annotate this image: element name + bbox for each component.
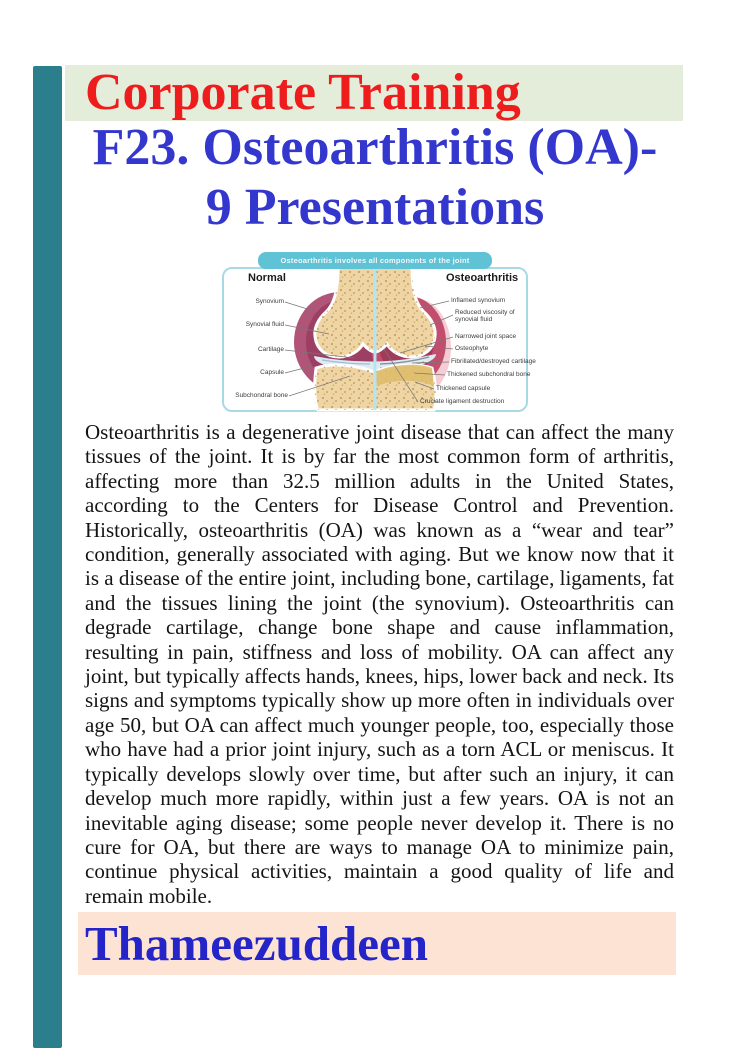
- page-title-line1: F23. Osteoarthritis (OA)-: [92, 119, 658, 176]
- figure-label-osteophyte: Osteophyte: [455, 345, 489, 352]
- page-title-line2: 9 Presentations: [205, 179, 545, 236]
- figure-label-cruciate-ligament: Cruciate ligament destruction: [420, 398, 505, 405]
- author-banner: [78, 912, 676, 975]
- page-title: [40, 118, 710, 238]
- figure-heading-normal: Normal: [248, 272, 286, 284]
- figure-label-narrowed-joint-space: Narrowed joint space: [455, 333, 517, 340]
- figure-heading-osteoarthritis: Osteoarthritis: [446, 272, 519, 284]
- figure-label-cartilage: Cartilage: [257, 346, 284, 353]
- figure-label-thickened-capsule: Thickened capsule: [436, 385, 491, 392]
- body-paragraph: Osteoarthritis is a degenerative joint disease that can affect the many tissues of the joint. It is by far the most common form of arthritis, affecting more than 32.5 million adults in the United States, according to the Centers for Disease Control and Prevention. Historically, osteoarthritis (OA) was known as a “wear and tear” condition, generally associated with aging. But we know now that it is a disease of the entire joint, including bone, cartilage, ligaments, fat and the tissues lining the joint (the synovium). Osteoarthritis can degrade cartilage, change bone shape and cause inflammation, resulting in pain, stiffness and loss of mobility. OA can affect any joint, but typically affects hands, knees, hips, lower back and neck. Its signs and symptoms typically show up more often in individuals over age 50, but OA can affect much younger people, too, especially those who have had a prior joint injury, such as a torn ACL or meniscus. It typically develops slowly over time, but after such an injury, it can develop much more rapidly, within just a few years. OA is not an inevitable aging disease; some people never develop it. There is no cure for OA, but there are ways to manage OA to minimize pain, continue physical activities, maintain a good quality of life and remain mobile.: [85, 420, 674, 908]
- figure-label-inflamed-synovium: Inflamed synovium: [451, 297, 506, 304]
- kicker-text: Corporate Training: [85, 64, 521, 121]
- figure-label-synovial-fluid: Synovial fluid: [245, 321, 284, 328]
- kicker-banner: [65, 65, 683, 121]
- figure-label-thickened-subchondral-bone: Thickened subchondral bone: [447, 371, 531, 378]
- figure-label-fibrillated-cartilage: Fibrillated/destroyed cartilage: [451, 358, 536, 365]
- figure-label-capsule: Capsule: [260, 369, 284, 376]
- figure-ribbon-title: Osteoarthritis involves all components of the joint: [280, 256, 470, 265]
- author-name: Thameezuddeen: [85, 916, 428, 971]
- figure-ribbon: [258, 252, 492, 269]
- figure-label-synovium: Synovium: [255, 298, 284, 305]
- figure-label-subchondral-bone: Subchondral bone: [235, 392, 288, 399]
- knee-joint-figure: [222, 252, 536, 412]
- figure-label-reduced-viscosity: Reduced viscosity of synovial fluid: [455, 309, 515, 323]
